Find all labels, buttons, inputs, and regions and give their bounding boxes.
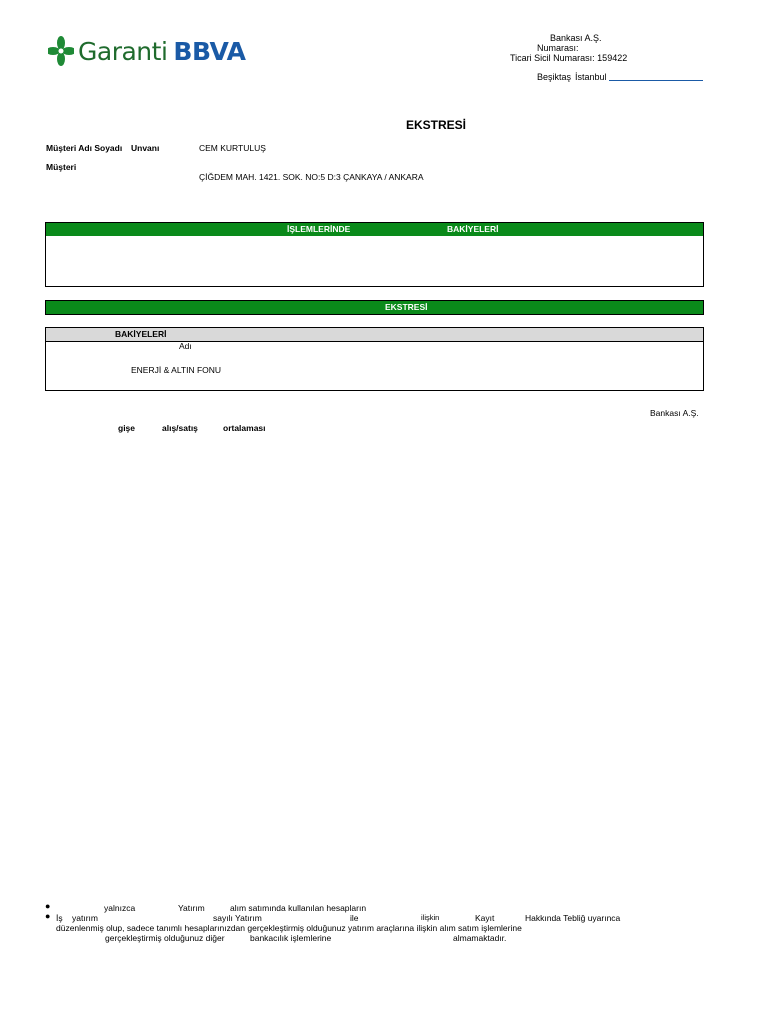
transactions-header-bar: [46, 223, 703, 236]
customer-name-label: Müşteri Adı Soyadı: [46, 143, 123, 153]
footnote2-b: yatırım: [72, 913, 98, 923]
footnote2-d: ile: [350, 913, 359, 923]
statement-header-bar: [46, 301, 703, 314]
city: İstanbul: [575, 72, 607, 82]
brand-garanti: Garanti: [78, 36, 168, 66]
transactions-balance-box: [45, 222, 704, 287]
note-word-1: gişe: [118, 423, 136, 433]
transactions-header: İŞLEMLERİNDE: [287, 224, 351, 234]
footnote1-a: yalnızca: [104, 903, 136, 913]
statement-box: [45, 300, 704, 315]
note-word-2: alış/satış: [162, 423, 198, 433]
fund-balance-header-bar: [46, 328, 703, 342]
registry-number: Ticari Sicil Numarası: 159422: [510, 53, 628, 63]
customer-label: Müşteri: [46, 162, 77, 172]
fund-name: ENERJİ & ALTIN FONU: [131, 365, 222, 375]
customer-name-value: CEM KURTULUŞ: [199, 143, 266, 153]
brand-bbva: BBVA: [173, 36, 246, 66]
footnote1-b: Yatırım: [178, 903, 205, 913]
note-word-3: ortalaması: [223, 423, 266, 433]
district: Beşiktaş: [537, 72, 572, 82]
statement-header: EKSTRESİ: [385, 302, 428, 312]
number-label: Numarası:: [537, 43, 579, 53]
fund-balance-header: BAKİYELERİ: [115, 329, 167, 339]
customer-title-label: Unvanı: [131, 143, 160, 153]
footnote2-a: İş: [56, 913, 63, 923]
footnote1-c: alım satımında kullanılan hesapların: [230, 903, 367, 913]
footnote2-e: ilişkin: [421, 913, 440, 922]
footnote-line3-c: almamaktadır.: [453, 933, 507, 943]
clover-icon: [48, 36, 74, 66]
bank-note: Bankası A.Ş.: [650, 408, 699, 418]
bullet-icon: ●: [45, 901, 51, 911]
fund-balance-box: [45, 327, 704, 391]
page-title: EKSTRESİ: [406, 118, 467, 132]
signature-line: [609, 80, 703, 81]
bullet-icon: ●: [45, 911, 51, 921]
customer-address: ÇİĞDEM MAH. 1421. SOK. NO:5 D:3 ÇANKAYA / ANKARA: [199, 172, 424, 182]
fund-name-label: Adı: [179, 341, 192, 351]
footnote-line3-b: bankacılık işlemlerine: [250, 933, 332, 943]
balances-header: BAKİYELERİ: [447, 224, 499, 234]
footnote-line2: düzenlenmiş olup, sadece tanımlı hesaplarınızdan gerçekleştirmiş olduğunuz yatırım araçlarına ilişkin alım satım işlemlerine: [56, 923, 522, 933]
garanti-bbva-logo: [48, 35, 246, 67]
footnote2-c: sayılı Yatırım: [213, 913, 262, 923]
footnote2-g: Hakkında Tebliğ uyarınca: [525, 913, 621, 923]
footnote2-f: Kayıt: [475, 913, 495, 923]
footnote-line3-a: gerçekleştirmiş olduğunuz diğer: [105, 933, 225, 943]
bank-name: Bankası A.Ş.: [550, 33, 602, 43]
